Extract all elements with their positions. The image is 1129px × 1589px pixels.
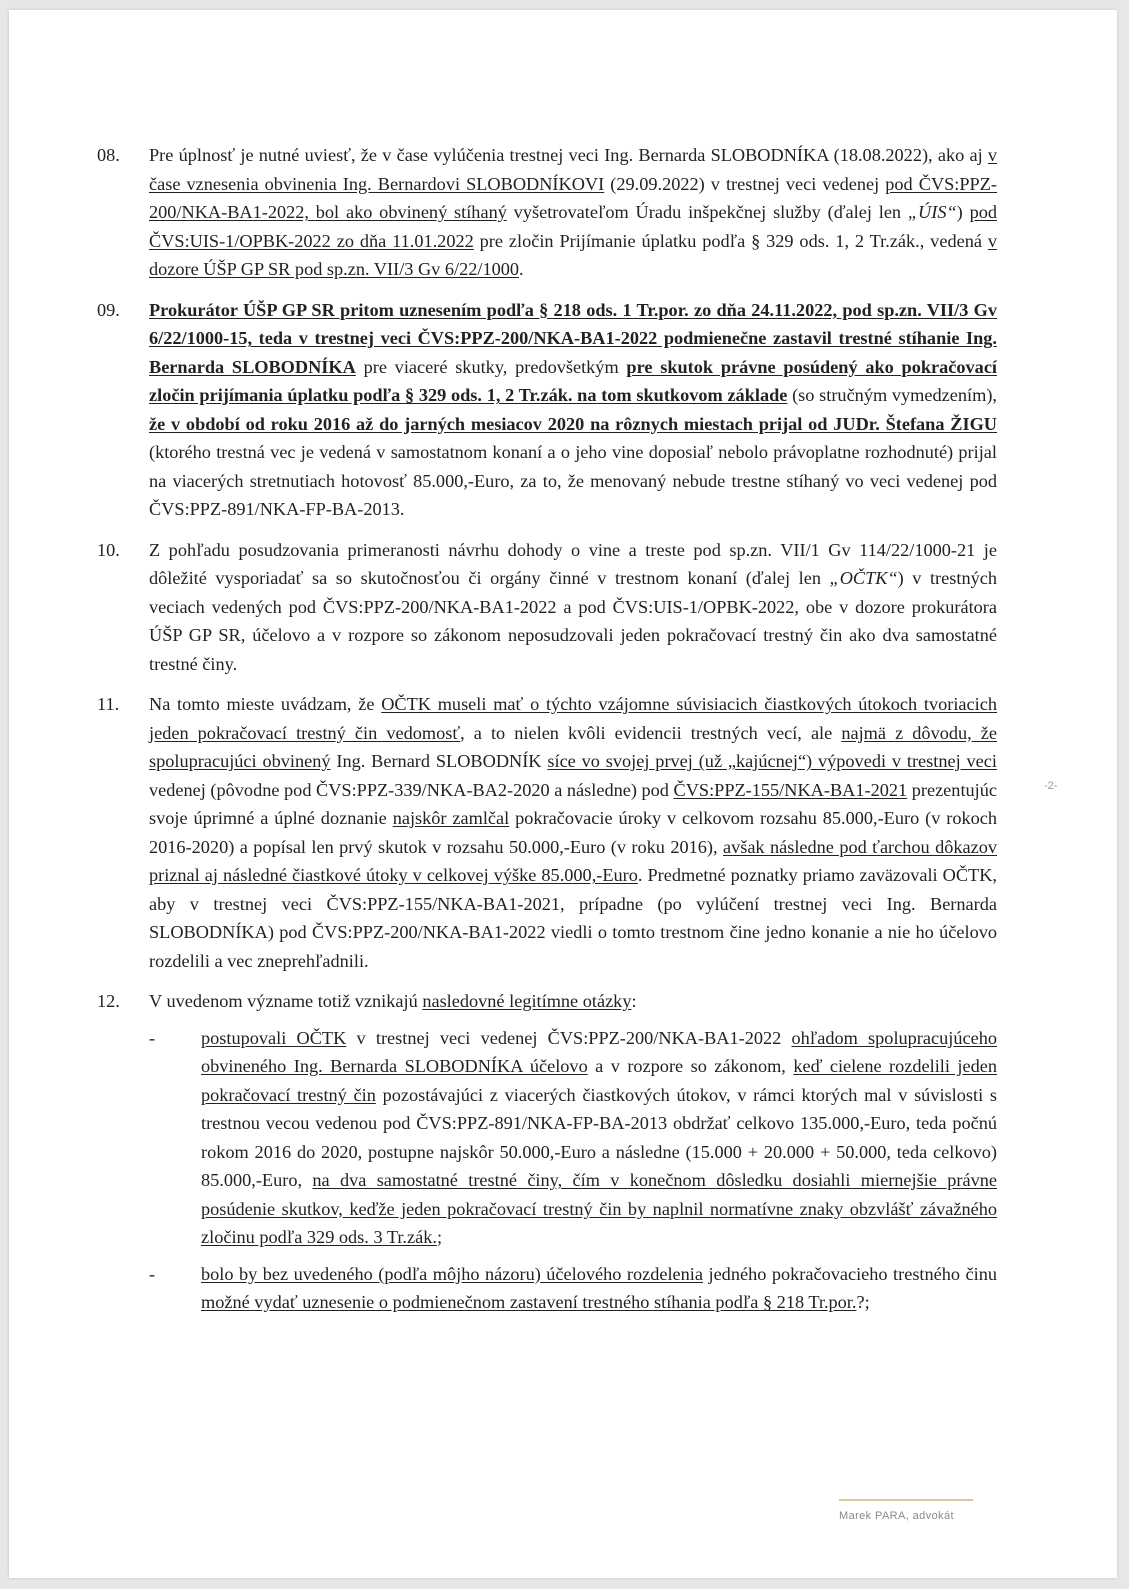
text-segment: pre zločin Prijímanie úplatku podľa § 329 ods. 1, 2 Tr.zák., vedená	[473, 230, 988, 251]
text-segment: OČTK museli mať o týchto vzájomne súvisiacich čiastkových útokoch tvoriacich jeden pokračovací trestný čin vedomosť	[149, 694, 997, 743]
text-segment: vyšetrovateľom Úradu inšpekčnej služby (ďalej len	[506, 202, 908, 222]
footer-divider	[839, 1499, 973, 1501]
text-segment: Ing. Bernard SLOBODNÍK	[330, 751, 548, 771]
text-segment: na dva samostatné trestné činy, čím v konečnom dôsledku dosiahli miernejšie právne posúdenie skutkov, keďže jeden pokračovací trestný čin by naplnil normatívne znaky obzvlášť závažného zločinu podľa 329 ods. 3 Tr.zák.	[201, 1170, 997, 1247]
paragraph-10	[97, 536, 997, 679]
text-segment: ?;	[856, 1292, 870, 1312]
paragraph-text	[149, 536, 997, 679]
text-segment: v čase vznesenia obvinenia Ing. Bernardovi SLOBODNÍKOVI	[149, 145, 997, 194]
bullet-text	[201, 1260, 997, 1317]
text-segment: avšak následne pod ťarchou dôkazov priznal aj následné čiastkové útoky v celkovej výške 85.000,-Euro	[149, 836, 998, 885]
text-segment: „OČTK“	[829, 568, 898, 588]
text-segment: V uvedenom význame totiž vznikajú	[149, 991, 423, 1011]
document-page	[9, 10, 1117, 1578]
text-segment: možné vydať uznesenie o podmienečnom zastavení trestného stíhania podľa § 218 Tr.por.	[201, 1292, 857, 1312]
text-segment: Prokurátor ÚŠP GP SR pritom uznesením podľa § 218 ods. 1 Tr.por. zo dňa 24.11.2022, pod sp.zn. VII/3 Gv 6/22/1000-15, teda v trestnej veci ČVS:PPZ-200/NKA-BA1-2022 podmienečne zastavil trestné stíhanie Ing. Bernarda SLOBODNÍKA	[149, 299, 997, 377]
text-segment: jedného pokračovacieho trestného činu	[703, 1263, 998, 1284]
text-segment: nasledovné legitímne otázky	[422, 991, 632, 1011]
paragraph-number: 10.	[97, 539, 120, 560]
paragraph-text	[149, 987, 997, 1317]
text-segment: najmä z dôvodu, že spolupracujúci obvinený	[149, 722, 998, 771]
footer-signature: Marek PARA, advokát	[839, 1510, 954, 1522]
paragraph-number: 11.	[97, 694, 120, 714]
page-number: -2-	[1044, 780, 1058, 792]
text-segment: že v období od roku 2016 až do jarných mesiacov 2020 na rôznych miestach prijal od JUDr. Štefana ŽIGU	[149, 413, 997, 434]
text-segment: .	[519, 259, 524, 279]
text-segment: vedenej (pôvodne pod ČVS:PPZ-339/NKA-BA2-2020 a následne) pod	[149, 779, 674, 800]
text-segment: Z pohľadu posudzovania primeranosti návrhu dohody o vine a treste pod sp.zn. VII/1 Gv 114/22/1000-21 je dôležité vysporiadať sa so skutočnosťou či orgány činné v trestnom konaní (ďalej len	[149, 539, 997, 588]
text-segment: pod ČVS:UIS-1/OPBK-2022 zo dňa 11.01.2022	[149, 202, 997, 251]
text-segment: ohľadom spolupracujúceho obvineného Ing. Bernarda SLOBODNÍKA účelovo	[201, 1027, 997, 1076]
paragraph-number: 09.	[97, 299, 120, 320]
text-segment: ) v trestných veciach vedených pod ČVS:PPZ-200/NKA-BA1-2022 a pod ČVS:UIS-1/OPBK-2022, obe v dozore prokurátora ÚŠP GP SR, účelovo a v rozpore so zákonom neposudzovali jeden pokračovací trestný čin ako dva samostatné trestné činy.	[149, 568, 997, 674]
text-segment: , a to nielen kvôli evidencii trestných vecí, ale	[460, 722, 842, 743]
text-segment: v dozore ÚŠP GP SR pod sp.zn. VII/3 Gv 6/22/1000	[149, 230, 997, 279]
text-segment: „ÚIS“	[907, 202, 957, 222]
text-segment: a v rozpore so zákonom,	[587, 1056, 794, 1076]
text-segment: keď cielene rozdelili jeden pokračovací trestný čin	[201, 1056, 998, 1105]
text-segment: (so stručným vymedzením),	[787, 385, 997, 405]
text-segment: pre viaceré skutky, predovšetkým	[355, 356, 627, 377]
bullet-item	[149, 1024, 997, 1252]
text-segment: Na tomto mieste uvádzam, že	[149, 694, 382, 714]
paragraph-text	[149, 141, 997, 284]
text-segment: pre skutok právne posúdený ako pokračovací zločin prijímania úplatku podľa § 329 ods. 1, 2 Tr.zák. na tom skutkovom základe	[149, 356, 998, 405]
text-segment: postupovali OČTK	[201, 1027, 347, 1048]
paragraph-text	[149, 690, 997, 975]
text-segment: ;	[436, 1227, 443, 1247]
text-segment: (29.09.2022) v trestnej veci vedenej	[604, 173, 886, 194]
text-segment: ČVS:PPZ-155/NKA-BA1-2021	[673, 779, 908, 800]
text-segment: :	[631, 991, 637, 1011]
text-segment: Pre úplnosť je nutné uviesť, že v čase vylúčenia trestnej veci Ing. Bernarda SLOBODNÍKA (18.08.2022), ako aj	[149, 145, 988, 165]
paragraph-number: 08.	[97, 145, 120, 165]
bullet-dash: -	[149, 1263, 156, 1284]
text-segment: )	[956, 202, 970, 222]
document-body	[97, 141, 997, 1329]
text-segment: najskôr zamlčal	[392, 808, 510, 828]
text-segment: síce vo svojej prvej (už „kajúcnej“) výpovedi v trestnej veci	[547, 751, 997, 771]
text-segment: pod ČVS:PPZ-200/NKA-BA1-2022, bol ako obvinený stíhaný	[149, 173, 997, 222]
text-segment: bolo by bez uvedeného (podľa môjho názoru) účelového rozdelenia	[201, 1263, 704, 1284]
paragraph-text	[149, 296, 997, 524]
bullet-text	[201, 1024, 997, 1252]
paragraph-08	[97, 141, 997, 284]
bullet-dash: -	[149, 1027, 156, 1048]
text-segment: prezentujúc svoje úprimné a úplné doznanie	[149, 779, 997, 828]
paragraph-09	[97, 296, 997, 524]
text-segment: . Predmetné poznatky priamo zaväzovali OČTK, aby v trestnej veci ČVS:PPZ-155/NKA-BA1-2021, prípadne (po vylúčení trestnej veci Ing. Bernarda SLOBODNÍKA) pod ČVS:PPZ-200/NKA-BA1-2022 viedli o tomto trestnom čine jedno konanie a nie ho účelovo rozdelili a vec zneprehľadnili.	[149, 865, 997, 971]
text-segment: (ktorého trestná vec je vedená v samostatnom konaní a o jeho vine doposiaľ nebolo právoplatne rozhodnuté) prijal na viacerých stretnutiach hotovosť 85.000,-Euro, za to, že menovaný nebude trestne stíhaný vo veci vedenej pod ČVS:PPZ-891/NKA-FP-BA-2013.	[149, 442, 997, 519]
bullet-item	[149, 1260, 997, 1317]
paragraph-12	[97, 987, 997, 1317]
text-segment: pokračovacie úroky v celkovom rozsahu 85.000,-Euro (v rokoch 2016-2020) a popísal len prvý skutok v rozsahu 50.000,-Euro (v roku 2016),	[149, 808, 997, 857]
paragraph-number: 12.	[97, 991, 120, 1011]
text-segment: v trestnej veci vedenej ČVS:PPZ-200/NKA-BA1-2022	[346, 1027, 792, 1048]
text-segment: pozostávajúci z viacerých čiastkových útokov, v rámci ktorých mal v súvislosti s trestnou vecou vedenou pod ČVS:PPZ-891/NKA-FP-BA-2013 obdržať celkovo 135.000,-Euro, teda počnú rokom 2016 do 2020, postupne najskôr 50.000,-Euro a následne (15.000 + 20.000 + 50.000, teda celkovo) 85.000,-Euro,	[201, 1084, 997, 1190]
paragraph-11	[97, 690, 997, 975]
